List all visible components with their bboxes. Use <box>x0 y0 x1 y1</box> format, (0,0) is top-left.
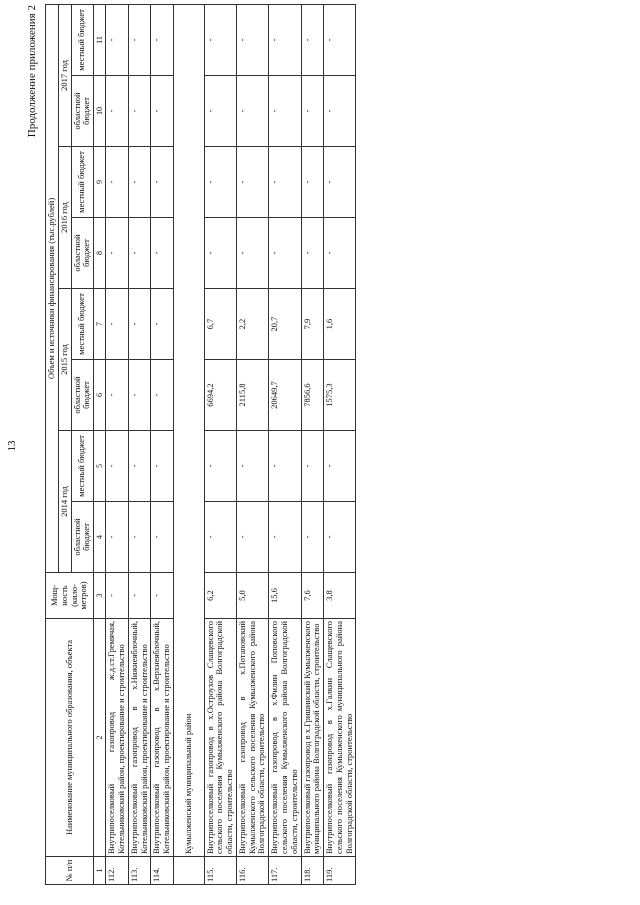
column-number: 9 <box>94 147 106 218</box>
funding-value: - <box>204 431 236 502</box>
header-regional-budget: областной бюджет <box>71 76 94 147</box>
header-local-budget: местный бюджет <box>71 431 94 502</box>
capacity-value: 6,2 <box>204 573 236 619</box>
funding-value: - <box>128 218 151 289</box>
funding-value: 20649,7 <box>269 360 301 431</box>
row-number: 118. <box>301 857 324 885</box>
funding-value: - <box>128 431 151 502</box>
funding-value: - <box>324 76 356 147</box>
funding-value: - <box>301 502 324 573</box>
column-number: 8 <box>94 218 106 289</box>
funding-value: - <box>151 147 174 218</box>
funding-value: - <box>236 76 268 147</box>
header-year-2014: 2014 год <box>58 431 71 573</box>
column-number: 2 <box>94 619 106 857</box>
object-name: Внутрипоселковый газопровод в х.Остроухов Слащевского сельского поселения Кумылженского района Волгоградской области, строительство <box>204 619 236 857</box>
column-number: 7 <box>94 289 106 360</box>
funding-value: - <box>269 502 301 573</box>
funding-value: - <box>269 218 301 289</box>
funding-value: - <box>301 431 324 502</box>
row-number: 116. <box>236 857 268 885</box>
district-row <box>173 4 204 884</box>
header-local-budget: местный бюджет <box>71 289 94 360</box>
header-regional-budget: областной бюджет <box>71 218 94 289</box>
header-regional-budget: областной бюджет <box>71 360 94 431</box>
capacity-value: 3,8 <box>324 573 356 619</box>
funding-value: - <box>301 147 324 218</box>
funding-value: - <box>269 4 301 75</box>
row-number: 115. <box>204 857 236 885</box>
object-name: Внутрипоселковый газопровод в х.Потаповский Кумылженского сельского поселения Кумылженского района Волгоградской области, строительство <box>236 619 268 857</box>
table-row <box>301 4 324 884</box>
funding-value: 7856,6 <box>301 360 324 431</box>
object-name: Внутрипоселковый газопровод в х.Верхнеяблочный, Котельниковский район, проектирование и строительство <box>151 619 174 857</box>
funding-value: - <box>106 502 129 573</box>
funding-value: - <box>301 218 324 289</box>
capacity-value: 7,6 <box>301 573 324 619</box>
row-number: 112. <box>106 857 129 885</box>
funding-value: - <box>106 289 129 360</box>
funding-value: - <box>151 289 174 360</box>
funding-value: - <box>269 431 301 502</box>
funding-value: - <box>128 147 151 218</box>
funding-value: - <box>204 76 236 147</box>
header-local-budget: местный бюджет <box>71 147 94 218</box>
funding-value: 2115,8 <box>236 360 268 431</box>
funding-value: - <box>128 4 151 75</box>
funding-value: 6,7 <box>204 289 236 360</box>
capacity-value: 5,0 <box>236 573 268 619</box>
table-row <box>106 4 129 884</box>
header-regional-budget: областной бюджет <box>71 502 94 573</box>
funding-value: 6694,2 <box>204 360 236 431</box>
header-year-2015: 2015 год <box>58 289 71 431</box>
empty-cell <box>173 857 204 885</box>
header-year-2017: 2017 год <box>58 4 71 146</box>
object-name: Внутрипоселковый газопровод в х.Галкин Слащевского сельского поселения Кумылженского муниципального района Волгоградской области, строительство <box>324 619 356 857</box>
funding-value: - <box>236 218 268 289</box>
funding-value: - <box>106 76 129 147</box>
header-capacity: Мощ-ность (кило-метров) <box>46 573 94 619</box>
funding-value: - <box>324 218 356 289</box>
funding-value: - <box>151 4 174 75</box>
funding-value: - <box>106 4 129 75</box>
page-number: 13 <box>6 440 18 452</box>
table-row <box>204 4 236 884</box>
funding-value: - <box>324 4 356 75</box>
column-number: 10 <box>94 76 106 147</box>
capacity-value: - <box>106 573 129 619</box>
funding-value: - <box>324 502 356 573</box>
funding-value: - <box>151 360 174 431</box>
capacity-value: - <box>128 573 151 619</box>
row-number: 117. <box>269 857 301 885</box>
funding-value: - <box>236 431 268 502</box>
funding-value: 20,7 <box>269 289 301 360</box>
object-name: Внутрипоселковый газопровод в х.Гришинский Кумылженского муниципального района Волгоградской области, строительство <box>301 619 324 857</box>
funding-value: - <box>106 431 129 502</box>
capacity-value: - <box>151 573 174 619</box>
funding-value: - <box>204 218 236 289</box>
continuation-note: Продолжение приложения 2 <box>26 5 38 138</box>
column-number: 5 <box>94 431 106 502</box>
financing-table <box>45 4 356 885</box>
funding-value: - <box>236 4 268 75</box>
table-row <box>324 4 356 884</box>
funding-value: - <box>269 76 301 147</box>
funding-value: - <box>301 4 324 75</box>
funding-value: - <box>106 147 129 218</box>
funding-value: - <box>324 147 356 218</box>
column-number: 6 <box>94 360 106 431</box>
funding-value: - <box>236 147 268 218</box>
funding-value: - <box>204 147 236 218</box>
funding-value: - <box>106 360 129 431</box>
funding-value: - <box>128 76 151 147</box>
column-number: 11 <box>94 4 106 75</box>
table-row <box>269 4 301 884</box>
column-number: 3 <box>94 573 106 619</box>
object-name: Внутрипоселковый газопровод ж.д.ст.Гремячая, Котельниковский район, проектирование и строительство <box>106 619 129 857</box>
header-year-2016: 2016 год <box>58 147 71 289</box>
row-number: 113. <box>128 857 151 885</box>
column-number: 1 <box>94 857 106 885</box>
object-name: Внутрипоселковый газопровод в х.Филин Поповского сельского поселения Кумылженского района Волгоградской области, строительство <box>269 619 301 857</box>
table-row <box>151 4 174 884</box>
funding-value: 2,2 <box>236 289 268 360</box>
header-name: Наименование муниципального образования, объекта <box>46 619 94 857</box>
column-number: 4 <box>94 502 106 573</box>
funding-value: - <box>324 431 356 502</box>
funding-value: - <box>151 218 174 289</box>
funding-value: 1,6 <box>324 289 356 360</box>
header-no: № п/п <box>46 857 94 885</box>
capacity-value: 15,6 <box>269 573 301 619</box>
funding-value: - <box>204 4 236 75</box>
district-name: Кумылженский муниципальный район <box>173 4 204 856</box>
funding-value: - <box>128 502 151 573</box>
funding-value: - <box>204 502 236 573</box>
rotated-table-area <box>20 5 620 885</box>
table-row <box>128 4 151 884</box>
table-row <box>236 4 268 884</box>
funding-value: - <box>151 76 174 147</box>
funding-value: - <box>301 76 324 147</box>
funding-value: - <box>106 218 129 289</box>
header-funding: Объем и источники финансирования (тыс.рублей) <box>46 4 59 572</box>
funding-value: - <box>128 360 151 431</box>
header-local-budget: местный бюджет <box>71 4 94 75</box>
funding-value: - <box>236 502 268 573</box>
funding-value: 1575,3 <box>324 360 356 431</box>
funding-value: - <box>269 147 301 218</box>
row-number: 114. <box>151 857 174 885</box>
funding-value: - <box>128 289 151 360</box>
funding-value: - <box>151 431 174 502</box>
row-number: 119. <box>324 857 356 885</box>
object-name: Внутрипоселковый газопровод в х.Нижнеяблочный, Котельниковский район, проектирование и строительство <box>128 619 151 857</box>
funding-value: - <box>151 502 174 573</box>
funding-value: 7,9 <box>301 289 324 360</box>
